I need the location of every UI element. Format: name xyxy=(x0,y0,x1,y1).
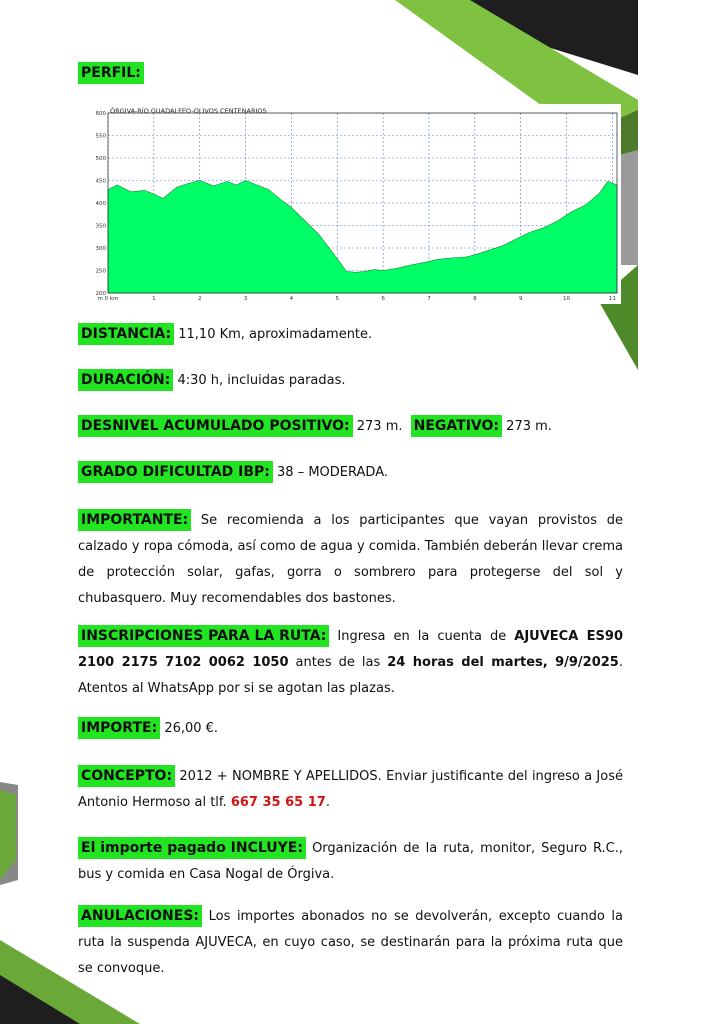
importante-text: Se recomienda a los participantes que vayan provistos de calzado y ropa cómoda, así como de agua y comida. También deberán llevar crema de protección solar, gafas, gorra o sombrero para protegerse del sol y chubasquero. Muy recomendables dos bastones. xyxy=(78,513,623,606)
chart-title: ÓRGIVA-RÍO GUADALFEO-OLIVOS CENTENARIOS xyxy=(110,107,267,115)
distancia-value: 11,10 Km, aproximadamente. xyxy=(178,327,373,342)
incluye-text: Organización de la ruta, monitor, Seguro R.C., bus y comida en Casa Nogal de Órgiva. xyxy=(78,841,624,882)
chart-y-tick-label: 250 xyxy=(96,268,106,275)
chart-x-tick-label: 4 xyxy=(289,296,294,302)
chart-x-tick-label: 1 xyxy=(152,296,156,302)
inscripciones-text-3: . Atentos al WhatsApp por si se agotan las plazas. xyxy=(78,655,623,696)
chart-y-tick-label: 550 xyxy=(96,133,106,140)
desnivel-negativo-value: 273 m. xyxy=(506,419,552,434)
chart-y-tick-label: 350 xyxy=(96,223,106,230)
chart-y-ticks xyxy=(96,111,106,297)
perfil-section xyxy=(78,62,623,84)
desnivel-negativo-label: NEGATIVO: xyxy=(411,415,502,437)
desnivel-positivo-label: DESNIVEL ACUMULADO POSITIVO: xyxy=(78,415,353,437)
chart-y-tick-label: 450 xyxy=(96,178,106,185)
chart-x-tick-label: 8 xyxy=(473,296,477,302)
importante-section xyxy=(78,508,623,612)
importe-section xyxy=(78,716,623,742)
duracion-section xyxy=(78,368,623,394)
chart-y-tick-label: 300 xyxy=(96,246,106,252)
anulaciones-text: Los importes abonados no se devolverán, excepto cuando la ruta la suspenda AJUVECA, en cuyo caso, se destinarán para la próxima ruta que se convoque. xyxy=(78,909,623,976)
chart-x-tick-label: 6 xyxy=(381,296,385,302)
elevation-profile-chart xyxy=(96,104,621,304)
desnivel-section xyxy=(78,414,623,440)
distancia-label: DISTANCIA: xyxy=(78,323,174,345)
incluye-label: El importe pagado INCLUYE: xyxy=(78,837,306,859)
duracion-label: DURACIÓN: xyxy=(78,369,173,391)
inscripciones-label: INSCRIPCIONES PARA LA RUTA: xyxy=(78,625,329,647)
chart-x-tick-label: 10 xyxy=(563,296,571,302)
chart-y-tick-label: 500 xyxy=(96,156,106,162)
importe-label: IMPORTE: xyxy=(78,717,160,739)
anulaciones-section xyxy=(78,904,623,982)
concepto-end: . xyxy=(325,795,330,810)
inscripciones-account: AJUVECA ES90 2100 2175 7102 0062 1050 xyxy=(78,629,623,670)
importante-label: IMPORTANTE: xyxy=(78,509,191,531)
chart-x-tick-label: 5 xyxy=(335,296,340,302)
chart-x-tick-label: 7 xyxy=(427,296,431,302)
anulaciones-label: ANULACIONES: xyxy=(78,905,202,927)
distancia-section xyxy=(78,322,623,348)
desnivel-positivo-value: 273 m. xyxy=(356,419,403,434)
chart-x-tick-label: m 0 km xyxy=(97,296,119,302)
concepto-section xyxy=(78,764,623,816)
chart-x-tick-label: 2 xyxy=(197,296,202,302)
chart-x-tick-label: 9 xyxy=(518,296,523,302)
concepto-label: CONCEPTO: xyxy=(78,765,175,787)
chart-y-tick-label: 400 xyxy=(96,201,106,207)
grado-label: GRADO DIFICULTAD IBP: xyxy=(78,461,273,483)
perfil-label: PERFIL: xyxy=(78,62,144,84)
importe-value: 26,00 €. xyxy=(164,721,219,736)
concepto-text: 2012 + NOMBRE Y APELLIDOS. Enviar justificante del ingreso a José Antonio Hermoso al tlf. xyxy=(78,769,623,810)
chart-y-tick-label: 600 xyxy=(96,111,106,117)
chart-y-tick-label: 200 xyxy=(96,291,106,297)
duracion-value: 4:30 h, incluidas paradas. xyxy=(177,373,346,388)
inscripciones-section xyxy=(78,624,623,702)
concepto-phone[interactable]: 667 35 65 17 xyxy=(230,795,326,810)
grado-section xyxy=(78,460,623,486)
inscripciones-text-2: antes de las xyxy=(295,655,381,670)
chart-x-tick-label: 3 xyxy=(243,296,248,302)
inscripciones-text-1: Ingresa en la cuenta de xyxy=(337,629,507,644)
inscripciones-deadline: 24 horas del martes, 9/9/2025 xyxy=(387,655,619,670)
grado-value: 38 – MODERADA. xyxy=(277,465,388,480)
incluye-section xyxy=(78,836,623,888)
chart-x-tick-label: 11 xyxy=(608,296,616,302)
